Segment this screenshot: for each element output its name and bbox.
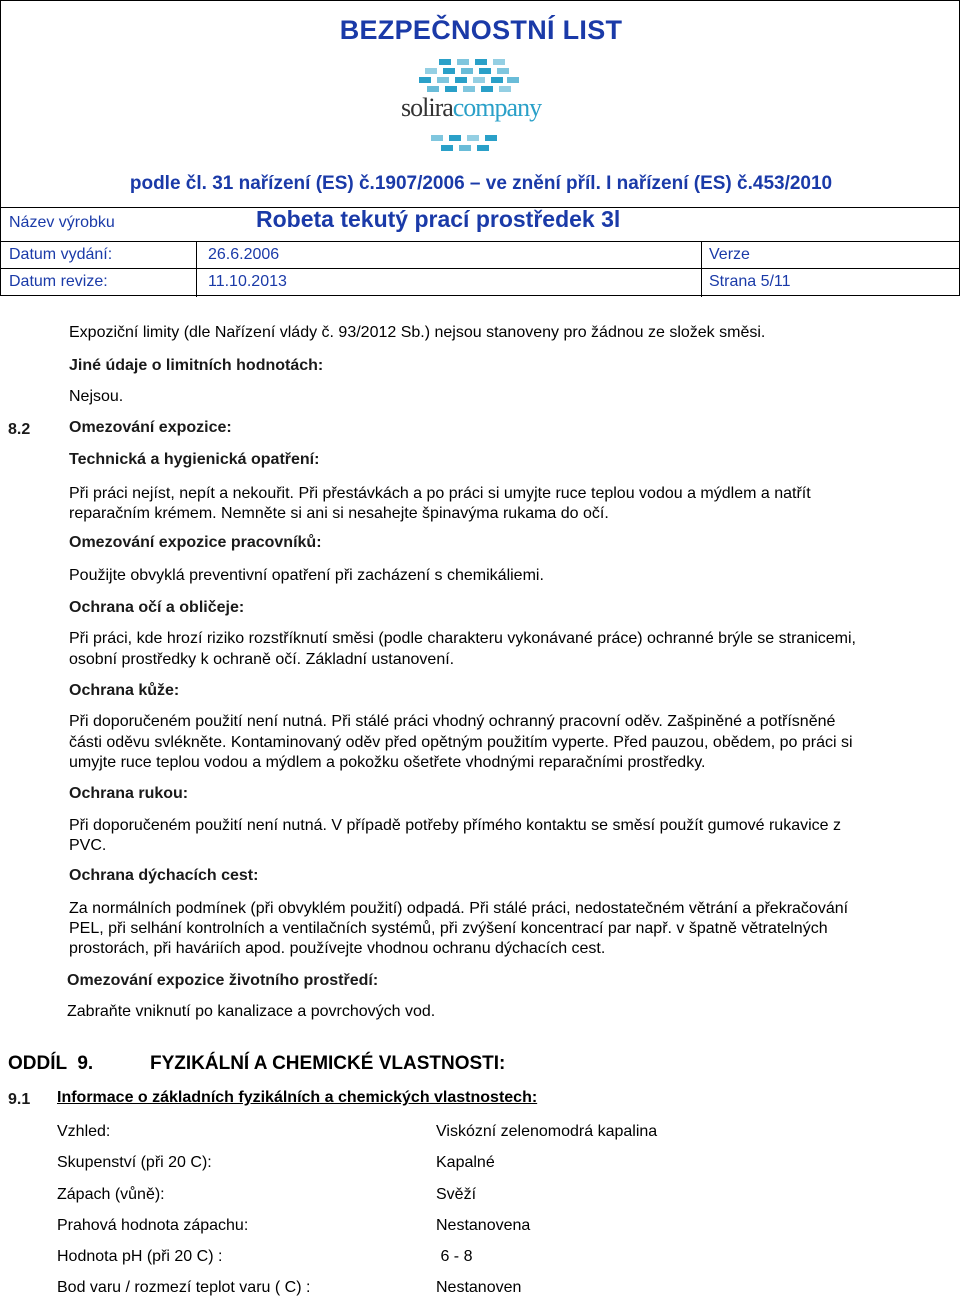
environment-exposure-heading: Omezování expozice životního prostředí: [67, 972, 379, 989]
skin-protection-line: Při doporučeném použití není nutná. Při stálé práci vhodný ochranný pracovní oděv. Zašpiněné a potřísněné [69, 713, 836, 730]
subsection-title: Omezování expozice: [69, 419, 232, 436]
property-label: Skupenství (při 20 C): [57, 1154, 212, 1171]
divider [701, 241, 702, 297]
property-label: Prahová hodnota zápachu: [57, 1217, 249, 1234]
subsection-number: 8.2 [8, 421, 31, 438]
technical-measures-line: Při práci nejíst, nepít a nekouřit. Při přestávkách a po práci si umyjte ruce teplou vodou a mýdlem a natřít [69, 485, 811, 502]
revision-date: 11.10.2013 [208, 273, 287, 290]
technical-measures-heading: Technická a hygienická opatření: [69, 451, 320, 468]
logo-bottom-grid-icon [417, 133, 521, 157]
document-title: BEZPEČNOSTNÍ LIST [339, 15, 623, 45]
respiratory-protection-line: Za normálních podmínek (při obvyklém použití) odpadá. Při stálé práci, nedostatečném větrání a překračování [69, 900, 849, 917]
workers-exposure-text: Použijte obvyklá preventivní opatření při zacházení s chemikáliemi. [69, 567, 544, 584]
respiratory-protection-line: PEL, při selhání kontrolních a ventilačních systémů, při zvýšení koncentrací par např. v špatně větratelných [69, 920, 828, 937]
issue-date: 26.6.2006 [208, 246, 280, 263]
other-limits-value: Nejsou. [69, 388, 124, 405]
workers-exposure-heading: Omezování expozice pracovníků: [69, 534, 322, 551]
company-logo [401, 59, 542, 157]
hand-protection-heading: Ochrana rukou: [69, 785, 189, 802]
version-label: Verze [709, 246, 750, 263]
property-label: Vzhled: [57, 1123, 111, 1140]
environment-exposure-text: Zabraňte vniknutí po kanalizace a povrchových vod. [67, 1003, 436, 1020]
subsection-number: 9.1 [8, 1091, 31, 1108]
subsection-title: Informace o základních fyzikálních a chemických vlastnostech: [57, 1089, 538, 1106]
eye-protection-heading: Ochrana očí a obličeje: [69, 599, 245, 616]
section-9-heading: FYZIKÁLNÍ A CHEMICKÉ VLASTNOSTI: [150, 1053, 506, 1074]
skin-protection-heading: Ochrana kůže: [69, 682, 180, 699]
eye-protection-line: Při práci, kde hrozí riziko rozstříknutí směsi (podle charakteru vykonávané práce) ochranné brýle se stranicemi, [69, 630, 856, 647]
property-value: Svěží [436, 1186, 477, 1203]
section-9-label: ODDÍL 9. [8, 1053, 94, 1074]
divider [196, 241, 197, 297]
eye-protection-line: osobní prostředky k ochraně očí. Základní ustanovení. [69, 651, 455, 668]
property-label: Bod varu / rozmezí teplot varu ( C) : [57, 1279, 311, 1296]
document-header [0, 0, 960, 296]
property-label: Hodnota pH (při 20 C) : [57, 1248, 223, 1265]
product-label: Název výrobku [9, 214, 115, 231]
respiratory-protection-heading: Ochrana dýchacích cest: [69, 867, 259, 884]
skin-protection-line: části oděvu svlékněte. Kontaminovaný oděv před opětným použitím vyperte. Před pauzou, obědem, po práci si [69, 734, 853, 751]
property-value: Kapalné [436, 1154, 495, 1171]
property-value: Nestanoven [436, 1279, 522, 1296]
page-number: Strana 5/11 [709, 273, 791, 290]
respiratory-protection-line: prostorách, při haváriích apod. používejte vhodnou ochranu dýchacích cest. [69, 940, 606, 957]
property-value: Nestanovena [436, 1217, 531, 1234]
divider [1, 268, 960, 269]
section-9-title [8, 1053, 505, 1075]
logo-wordmark: soliracompany [401, 93, 542, 122]
skin-protection-line: umyjte ruce teplou vodou a mýdlem a pokožku ošetřete vhodnými reparačními prostředky. [69, 754, 706, 771]
issue-date-label: Datum vydání: [9, 246, 113, 263]
hand-protection-line: PVC. [69, 837, 107, 854]
revision-date-label: Datum revize: [9, 273, 108, 290]
technical-measures-line: reparačním krémem. Nemněte si ani si nesahejte špinavýma rukama do očí. [69, 505, 609, 522]
product-name: Robeta tekutý prací prostředek 3l [256, 206, 621, 232]
property-value: Viskózní zelenomodrá kapalina [436, 1123, 658, 1140]
divider [1, 241, 960, 242]
hand-protection-line: Při doporučeném použití není nutná. V případě potřeby přímého kontaktu se směsí použít gumové rukavice z [69, 817, 841, 834]
regulation-reference: podle čl. 31 nařízení (ES) č.1907/2006 – ve znění příl. I nařízení (ES) č.453/2010 [129, 173, 833, 194]
property-label: Zápach (vůně): [57, 1186, 165, 1203]
exposure-limits-text: Expoziční limity (dle Nařízení vlády č. 93/2012 Sb.) nejsou stanoveny pro žádnou ze složek směsi. [69, 324, 766, 341]
other-limits-heading: Jiné údaje o limitních hodnotách: [69, 357, 324, 374]
property-value: 6 - 8 [436, 1248, 473, 1265]
